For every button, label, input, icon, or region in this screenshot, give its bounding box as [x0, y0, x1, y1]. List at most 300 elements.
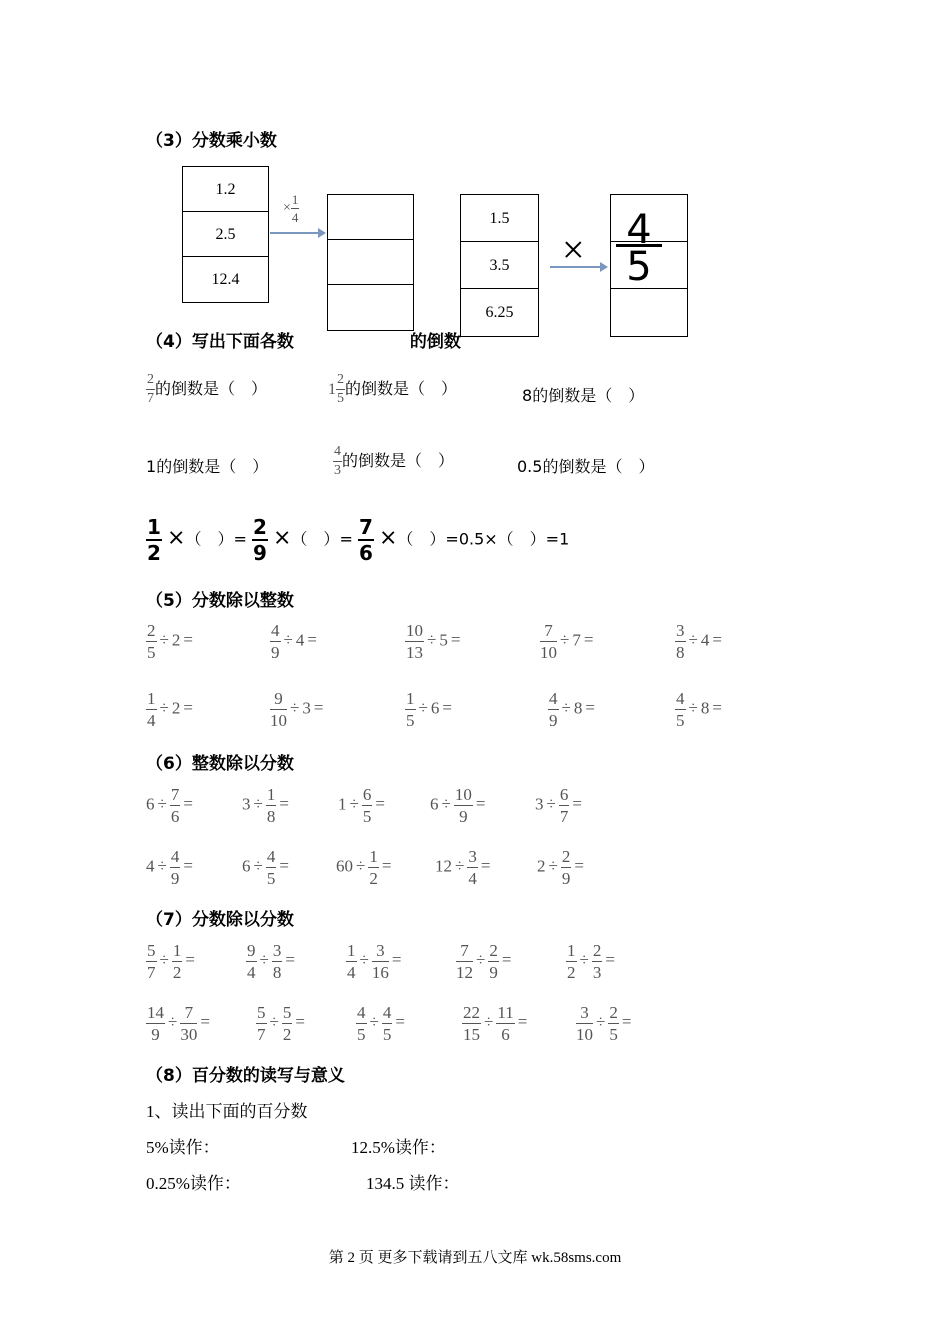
divide-sign: ÷: [159, 950, 169, 970]
fraction: [270, 622, 281, 661]
exercise-expression: [566, 942, 618, 981]
denominator: 6: [170, 807, 180, 826]
numerator: 2: [561, 847, 571, 866]
exercise-expression: [256, 1004, 308, 1043]
denominator: 15: [463, 1025, 480, 1044]
denominator: 9: [252, 541, 267, 565]
fraction: [272, 942, 283, 981]
exercise-expression: [270, 690, 326, 729]
reciprocal-question: [522, 383, 644, 406]
integer: 5: [439, 630, 448, 650]
divide-sign: ÷: [359, 950, 369, 970]
denominator: 4: [347, 963, 356, 982]
numerator: 14: [147, 1003, 164, 1022]
numerator: 3: [468, 847, 477, 866]
numerator: 9: [270, 690, 287, 710]
equals-sign: =: [183, 698, 193, 718]
denominator: 5: [406, 711, 415, 730]
denominator: 5: [147, 643, 156, 662]
fraction: [146, 690, 157, 729]
numerator: 4: [382, 1003, 392, 1022]
blank[interactable]: （ ）: [185, 529, 234, 549]
equals-sign: =: [475, 794, 486, 814]
answer-cell[interactable]: [328, 195, 413, 240]
denominator: 8: [676, 643, 685, 662]
fraction: [675, 690, 686, 729]
fraction: [170, 848, 181, 887]
denominator: 2: [172, 963, 182, 982]
integer: 6: [430, 794, 439, 814]
exercise-expression: [405, 622, 463, 661]
denominator: 6: [358, 541, 373, 565]
decimal-cell: 2.5: [183, 212, 268, 257]
equals-sign: =: [712, 630, 722, 650]
exercise-expression: [146, 690, 196, 729]
multiplier-sign-2: ×: [562, 227, 585, 272]
divide-sign: ÷: [546, 794, 556, 814]
number: 0.5: [517, 457, 543, 476]
times-sign: ×: [167, 525, 186, 551]
numerator: 2: [592, 941, 602, 960]
integer: 3: [302, 698, 311, 718]
integer: 2: [537, 856, 546, 876]
numerator: 2: [147, 621, 156, 640]
fraction: [270, 690, 287, 729]
exercise-expression: [336, 848, 394, 887]
integer: 3: [535, 794, 544, 814]
arrow-right-icon: [548, 260, 610, 274]
divide-sign: ÷: [349, 794, 359, 814]
numerator: 1: [172, 941, 182, 960]
integer: 12: [435, 856, 452, 876]
denominator: 4: [247, 963, 256, 982]
fraction: [356, 1004, 367, 1043]
denominator: 7: [559, 807, 569, 826]
answer-cell[interactable]: [328, 240, 413, 285]
multiplier-fraction-2: [614, 207, 664, 290]
equals-sign: =: [295, 1012, 305, 1032]
integer: 7: [572, 630, 581, 650]
fraction: [454, 786, 473, 825]
divide-sign: ÷: [253, 856, 263, 876]
denominator: 30: [180, 1025, 198, 1044]
decimal-cell: 1.5: [461, 195, 538, 242]
divide-sign: ÷: [418, 698, 428, 718]
exercise-expression: [405, 690, 455, 729]
divide-sign: ÷: [356, 856, 366, 876]
denominator: 9: [459, 807, 468, 826]
fraction: [456, 942, 473, 981]
divide-sign: ÷: [484, 1012, 494, 1032]
fraction: [256, 1004, 267, 1043]
times-sign: ×: [283, 200, 291, 216]
denominator: 6: [501, 1025, 510, 1044]
fraction: [246, 942, 257, 981]
section-8-title: （8）百分数的读写与意义: [146, 1066, 345, 1086]
divide-sign: ÷: [159, 698, 169, 718]
denominator: 9: [561, 869, 571, 888]
equals-sign: =: [381, 856, 392, 876]
numerator: 5: [282, 1003, 292, 1022]
equals-sign: =: [501, 950, 512, 970]
denominator: 9: [151, 1025, 160, 1044]
denominator: 5: [266, 869, 276, 888]
denominator: 2: [567, 963, 576, 982]
denominator: 10: [540, 643, 557, 662]
reciprocal-question: [146, 373, 267, 406]
section-4-title-part: （4）写出下面各数: [146, 332, 294, 352]
fraction: [462, 1004, 481, 1043]
fraction: [405, 622, 424, 661]
equals-sign: =: [395, 1012, 405, 1032]
equals-sign: =: [391, 950, 402, 970]
numerator: 2: [252, 515, 267, 539]
exercise-expression: [346, 942, 404, 981]
exercise-expression: [675, 690, 725, 729]
fraction: [146, 1004, 165, 1043]
denominator: 8: [272, 963, 282, 982]
numerator: 3: [272, 941, 282, 960]
equals-sign: =: [450, 630, 461, 650]
denominator: 4: [468, 869, 477, 888]
denominator: 5: [609, 1025, 618, 1044]
exercise-expression: [246, 942, 298, 981]
integer: 2: [171, 630, 181, 650]
numerator: 4: [170, 847, 180, 866]
section-3-title: （3）分数乘小数: [146, 131, 277, 151]
denominator: 9: [489, 963, 498, 982]
denominator: 4: [291, 210, 299, 225]
divide-sign: ÷: [269, 1012, 279, 1032]
answer-column-1: [327, 194, 414, 331]
reciprocal-question: [517, 454, 654, 477]
equals-sign: =: [621, 1012, 632, 1032]
divide-sign: ÷: [455, 856, 465, 876]
exercise-expression: [270, 622, 320, 661]
fraction: [266, 848, 277, 887]
fraction: [180, 1004, 197, 1043]
exercise-expression: [535, 786, 585, 825]
equals-sign: =: [307, 630, 317, 650]
numerator: 3: [372, 942, 389, 962]
divide-sign: ÷: [688, 698, 698, 718]
fraction: [368, 848, 379, 887]
equals-sign: =: [375, 794, 385, 814]
equals-sign: =: [442, 698, 452, 718]
fraction: [576, 1004, 593, 1043]
denominator: 7: [147, 391, 154, 406]
divide-sign: ÷: [157, 794, 167, 814]
decimal-column-2: [460, 194, 539, 337]
numerator: 2: [336, 373, 345, 390]
exercise-expression: [435, 848, 493, 887]
numerator: 2: [609, 1003, 618, 1022]
divide-sign: ÷: [283, 630, 293, 650]
denominator: 2: [282, 1025, 292, 1044]
divide-sign: ÷: [290, 698, 300, 718]
divide-sign: ÷: [441, 794, 451, 814]
exercise-expression: [146, 942, 198, 981]
exercise-expression: [548, 690, 598, 729]
numerator: 1: [406, 689, 415, 708]
decimal-cell: 3.5: [461, 242, 538, 289]
integer: 4: [700, 630, 710, 650]
integer: 3: [242, 794, 251, 814]
exercise-expression: [456, 942, 514, 981]
numerator: 1: [147, 515, 161, 539]
numerator: 4: [266, 847, 276, 866]
denominator: 5: [626, 244, 652, 290]
numerator: 11: [497, 1003, 514, 1022]
reciprocal-suffix: 的倒数是（ ）: [155, 379, 268, 398]
exercise-expression: [242, 848, 292, 887]
reciprocal-suffix: 的倒数是（ ）: [342, 451, 455, 470]
equals-sign: =: [285, 950, 295, 970]
denominator: 9: [170, 869, 180, 888]
equals-sign: =: [313, 698, 324, 718]
page-footer: 第 2 页 更多下载请到五八文库 wk.58sms.com: [328, 1250, 622, 1266]
percent-read-item: 0.25%读作：: [146, 1174, 241, 1193]
integer: 2: [171, 698, 181, 718]
fraction: [362, 786, 373, 825]
equals-sign: =: [574, 856, 584, 876]
equals-sign: =: [183, 630, 193, 650]
exercise-expression: [540, 622, 596, 661]
reciprocal-suffix: 的倒数是（ ）: [532, 386, 645, 405]
fraction: [170, 786, 181, 825]
numerator: 4: [549, 689, 558, 708]
numerator: 2: [146, 373, 155, 390]
numerator: 5: [257, 1003, 266, 1022]
decimal-column-1: [182, 166, 269, 303]
number: 1: [146, 457, 157, 476]
percent-read-item: 5%读作：: [146, 1138, 220, 1157]
numerator: 1: [567, 941, 576, 960]
equals-sign: =: [183, 794, 193, 814]
reciprocal-question: [333, 445, 454, 478]
divide-sign: ÷: [596, 1012, 606, 1032]
exercise-expression: [242, 786, 292, 825]
integer: 6: [146, 794, 155, 814]
reciprocal-equation: [146, 517, 569, 563]
fraction: [548, 690, 559, 729]
denominator: 2: [369, 869, 378, 888]
integer: 1: [338, 794, 347, 814]
equals-sign: =: [585, 698, 595, 718]
fraction: [282, 1004, 293, 1043]
answer-cell[interactable]: [328, 285, 413, 330]
divide-sign: ÷: [579, 950, 589, 970]
divide-sign: ÷: [427, 630, 437, 650]
equals-sign: =: [279, 794, 289, 814]
fraction: [608, 1004, 619, 1043]
fraction: [496, 1004, 514, 1043]
numerator: 1: [291, 192, 299, 207]
fraction: [592, 942, 603, 981]
blank[interactable]: （ ）: [397, 529, 446, 549]
denominator: 2: [147, 541, 161, 565]
numerator: 10: [406, 621, 423, 640]
denominator: 13: [406, 643, 423, 662]
equals-sign: =: [200, 1012, 210, 1032]
reciprocal-suffix: 的倒数是（ ）: [156, 457, 269, 476]
numerator: 2: [489, 941, 498, 960]
section-6-title: （6）整数除以分数: [146, 754, 294, 774]
percent-read-item: 134.5 读作：: [366, 1174, 460, 1193]
denominator: 3: [334, 463, 341, 478]
fraction: [488, 942, 499, 981]
denominator: 5: [676, 711, 685, 730]
denominator: 9: [549, 711, 558, 730]
fraction: [146, 942, 157, 981]
equals-sign: =: [480, 856, 491, 876]
numerator: 4: [357, 1003, 366, 1022]
equals-sign: =: [605, 950, 615, 970]
decimal-cell: 6.25: [485, 304, 514, 321]
integer: 6: [242, 856, 251, 876]
decimal-cell: 1.2: [183, 167, 268, 212]
divide-sign: ÷: [157, 856, 167, 876]
section-5-title: （5）分数除以整数: [146, 591, 294, 611]
equals-sign: =: [517, 1012, 528, 1032]
denominator: 7: [257, 1025, 266, 1044]
numerator: 22: [463, 1003, 480, 1022]
numerator: 7: [170, 785, 180, 804]
numerator: 1: [347, 941, 356, 960]
fraction: [146, 622, 157, 661]
reciprocal-question: [328, 373, 457, 406]
divide-sign: ÷: [369, 1012, 379, 1032]
denominator: 10: [576, 1025, 593, 1044]
equals-sign: =: [339, 529, 353, 549]
number: 8: [522, 386, 533, 405]
denominator: 5: [362, 807, 372, 826]
denominator: 5: [382, 1025, 392, 1044]
fraction: [372, 942, 389, 981]
numerator: 7: [180, 1004, 197, 1024]
equals-sign: =: [233, 529, 247, 549]
exercise-expression: [338, 786, 388, 825]
equals-sign: =: [185, 950, 195, 970]
percent-read-item: 12.5%读作：: [351, 1138, 446, 1157]
numerator: 10: [454, 785, 472, 804]
fraction: [172, 942, 183, 981]
fraction: [561, 848, 572, 887]
arrow-right-icon: [268, 226, 328, 240]
numerator: 4: [676, 689, 685, 708]
integer: 4: [146, 856, 155, 876]
section-8-subtitle: 1、读出下面的百分数: [146, 1102, 308, 1121]
numerator: 1: [266, 785, 276, 804]
numerator: 7: [456, 942, 473, 962]
reciprocal-question: [146, 454, 268, 477]
numerator: 7: [358, 515, 373, 539]
fraction: [540, 622, 557, 661]
fraction: [675, 622, 686, 661]
times-sign: ×: [272, 525, 292, 551]
blank[interactable]: （ ）: [291, 529, 340, 549]
integer: 6: [430, 698, 440, 718]
divide-sign: ÷: [560, 630, 570, 650]
fraction: [266, 786, 277, 825]
denominator: 16: [371, 963, 389, 982]
fraction: [346, 942, 357, 981]
times-sign: ×: [378, 525, 398, 551]
divide-sign: ÷: [561, 698, 571, 718]
exercise-expression: [146, 622, 196, 661]
reciprocal-suffix: 的倒数是（ ）: [542, 457, 655, 476]
equals-sign: =: [279, 856, 289, 876]
denominator: 4: [147, 711, 156, 730]
denominator: 10: [270, 711, 287, 730]
numerator: 4: [271, 621, 280, 640]
exercise-expression: [462, 1004, 530, 1043]
integer: 8: [700, 698, 710, 718]
denominator: 8: [266, 807, 276, 826]
denominator: 3: [592, 963, 602, 982]
decimal-cell: 12.4: [211, 271, 240, 288]
numerator: 5: [147, 941, 156, 960]
equals-sign: =: [583, 630, 594, 650]
answer-cell[interactable]: [611, 289, 687, 336]
exercise-expression: [356, 1004, 408, 1043]
denominator: 7: [147, 963, 156, 982]
exercise-expression: [146, 848, 196, 887]
divide-sign: ÷: [259, 950, 269, 970]
section-4-title-part: 的倒数: [409, 332, 461, 352]
equals-sign: =: [712, 698, 722, 718]
section-4-title: [146, 327, 461, 352]
equation-tail: =0.5×（ ）=1: [445, 529, 570, 549]
fraction: [405, 690, 416, 729]
exercise-expression: [430, 786, 488, 825]
exercise-expression: [146, 1004, 213, 1043]
exercise-expression: [576, 1004, 634, 1043]
divide-sign: ÷: [159, 630, 169, 650]
numerator: 3: [576, 1004, 593, 1024]
exercise-expression: [675, 622, 725, 661]
divide-sign: ÷: [168, 1012, 178, 1032]
numerator: 1: [147, 689, 156, 708]
fraction: [467, 848, 478, 887]
numerator: 6: [362, 785, 372, 804]
exercise-expression: [537, 848, 587, 887]
whole-part: 1: [328, 381, 336, 398]
integer: 8: [573, 698, 583, 718]
exercise-expression: [146, 786, 196, 825]
numerator: 7: [540, 622, 557, 642]
numerator: 6: [559, 785, 569, 804]
equals-sign: =: [183, 856, 193, 876]
fraction: [566, 942, 577, 981]
denominator: 12: [456, 963, 473, 982]
integer: 60: [336, 856, 353, 876]
divide-sign: ÷: [253, 794, 263, 814]
numerator: 4: [626, 207, 652, 253]
reciprocal-suffix: 的倒数是（ ）: [345, 379, 458, 398]
divide-sign: ÷: [548, 856, 558, 876]
denominator: 9: [271, 643, 280, 662]
numerator: 9: [247, 941, 256, 960]
denominator: 5: [357, 1025, 366, 1044]
integer: 4: [295, 630, 305, 650]
divide-sign: ÷: [476, 950, 486, 970]
numerator: 4: [333, 445, 342, 462]
fraction: [559, 786, 570, 825]
equals-sign: =: [572, 794, 582, 814]
divide-sign: ÷: [688, 630, 698, 650]
numerator: 3: [676, 621, 685, 640]
